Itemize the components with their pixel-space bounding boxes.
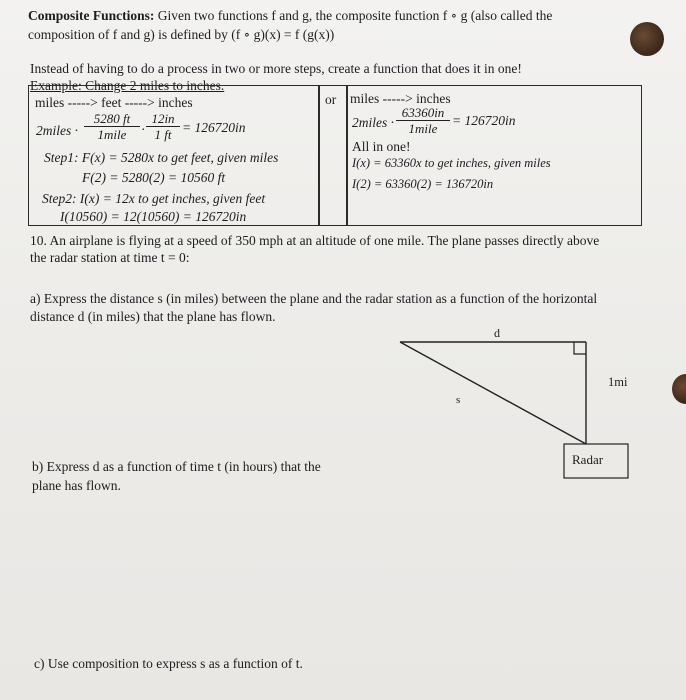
- part-c-line-1: c) Use composition to express s as a function of t.: [34, 656, 303, 671]
- right-frac-denominator: 1mile: [408, 121, 438, 136]
- one-step-function: I(x) = 63360x to get inches, given miles: [352, 156, 551, 170]
- label-radar: Radar: [572, 452, 604, 467]
- frac1-numerator: 5280 ft: [84, 111, 140, 127]
- intro-line-2: composition of f and g) is defined by (f ∘ g)(x) = f (g(x)): [28, 27, 335, 42]
- airplane-radar-diagram: [390, 320, 670, 490]
- part-b-line-1: b) Express d as a function of time t (in hours) that the: [32, 459, 321, 474]
- all-in-one-label: All in one!: [352, 139, 411, 154]
- intro-paragraph: Instead of having to do a process in two or more steps, create a function that does it in one!: [30, 61, 522, 76]
- times-dot: ·: [141, 122, 146, 137]
- part-a-line-2: distance d (in miles) that the plane has flown.: [30, 309, 276, 324]
- frac2-denominator: 1 ft: [154, 127, 172, 142]
- fraction-inches-per-mile: [396, 105, 450, 136]
- step1-evaluation: F(2) = 5280(2) = 10560 ft: [82, 170, 226, 185]
- problem-10-line-2: the radar station at time t = 0:: [30, 250, 190, 265]
- frac1-denominator: 1mile: [97, 127, 127, 142]
- right-angle-marker: [574, 342, 586, 354]
- or-label: or: [325, 92, 337, 107]
- right-conv-result: = 126720in: [452, 113, 516, 128]
- frac2-numerator: 12in: [146, 111, 180, 127]
- fraction-inches-per-foot: [146, 111, 180, 142]
- intro-line-1: [28, 8, 552, 24]
- right-frac-numerator: 63360in: [396, 105, 450, 121]
- binder-hole: [630, 22, 664, 56]
- label-s: s: [456, 394, 461, 406]
- left-conv-prefix: 2miles ·: [36, 123, 78, 138]
- one-step-evaluation: I(2) = 63360(2) = 136720in: [352, 177, 494, 191]
- step2-definition: Step2: I(x) = 12x to get inches, given feet: [42, 191, 266, 206]
- problem-10-line-1: 10. An airplane is flying at a speed of 350 mph at an altitude of one mile. The plane passes directly above: [30, 233, 600, 248]
- label-d: d: [494, 326, 500, 340]
- right-conversion-header: miles -----> inches: [350, 91, 451, 106]
- binder-hole: [672, 374, 686, 404]
- label-altitude: 1mi: [608, 375, 628, 389]
- fraction-feet-per-mile: [84, 111, 140, 142]
- hypotenuse-line: [400, 342, 586, 444]
- part-a-line-1: a) Express the distance s (in miles) between the plane and the radar station as a function of the horizontal: [30, 291, 598, 306]
- step1-definition: Step1: F(x) = 5280x to get feet, given miles: [44, 150, 279, 165]
- left-conversion-header: miles -----> feet -----> inches: [35, 95, 193, 110]
- step2-evaluation: I(10560) = 12(10560) = 126720in: [60, 209, 247, 224]
- right-conv-prefix: 2miles ·: [352, 115, 394, 130]
- left-conv-result: = 126720in: [182, 120, 246, 135]
- part-b-line-2: plane has flown.: [32, 478, 121, 493]
- intro-definition: Given two functions f and g, the composite function f ∘ g (also called the: [157, 8, 553, 23]
- intro-heading: Composite Functions:: [28, 8, 155, 23]
- example-title: Example: Change 2 miles to inches.: [30, 78, 225, 93]
